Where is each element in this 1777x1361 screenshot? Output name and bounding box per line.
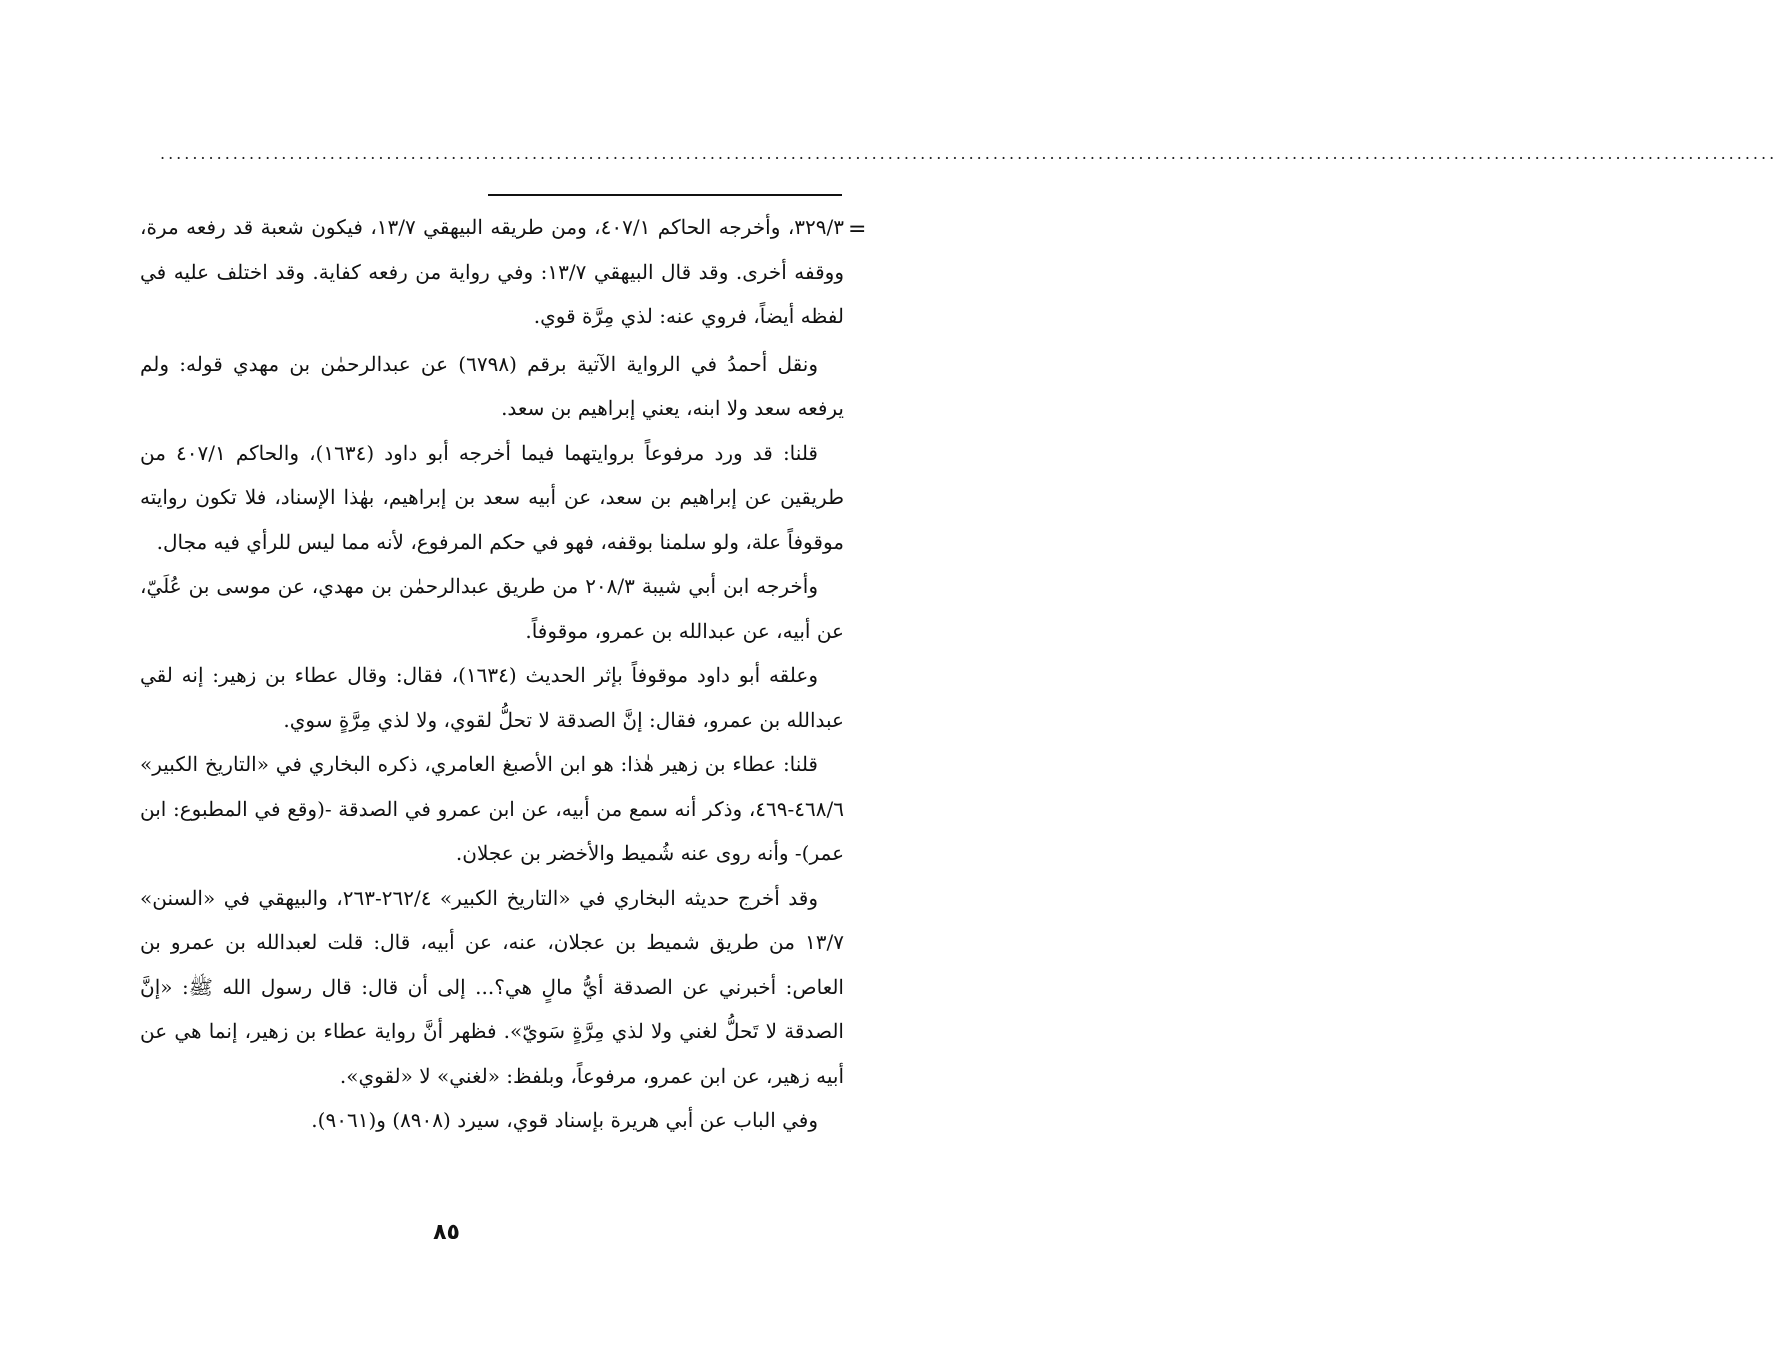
- footnote-paragraph: قلنا: قد ورد مرفوعاً بروايتهما فيما أخرجه أبو داود (١٦٣٤)، والحاكم ٤٠٧/١ من طريقين عن إبراهيم بن سعد، عن أبيه سعد بن إبراهيم، بهٰذا الإسناد، فلا تكون روايته موقوفاً علة، ولو سلمنا بوقفه، فهو في حكم المرفوع، لأنه مما ليس للرأي فيه مجال.: [140, 440, 844, 554]
- footnote-paragraph: وفي الباب عن أبي هريرة بإسناد قوي، سيرد (٨٩٠٨) و(٩٠٦١).: [311, 1108, 818, 1132]
- footnote-paragraph: ونقل أحمدُ في الرواية الآتية برقم (٦٧٩٨) عن عبدالرحمٰن بن مهدي قوله: ولم يرفعه سعد ولا ابنه، يعني إبراهيم بن سعد.: [140, 351, 844, 420]
- footnote-paragraph: وقد أخرج حديثه البخاري في «التاريخ الكبير» ٢٦٢/٤-٢٦٣، والبيهقي في «السنن» ١٣/٧ من طريق شميط بن عجلان، عنه، عن أبيه، قال: قلت لعبدالله بن عمرو بن العاص: أخبرني عن الصدقة أيُّ مالٍ هي؟... إلى أن قال: قال رسول الله ﷺ: «إنَّ الصدقة لا تَحلُّ لغني ولا لذي مِرَّةٍ سَويّ». فظهر أنَّ رواية عطاء بن زهير، إنما هي عن أبيه زهير، عن ابن عمرو، مرفوعاً، وبلفظ: «لغني» لا «لقوي».: [140, 885, 844, 1088]
- footnote-rule: [488, 194, 842, 196]
- footnote-paragraph: قلنا: عطاء بن زهير هٰذا: هو ابن الأصبغ العامري، ذكره البخاري في «التاريخ الكبير» ٤٦٨/٦-٤٦٩، وذكر أنه سمع من أبيه، عن ابن عمرو في الصدقة -(وقع في المطبوع: ابن عمر)- وأنه روى عنه شُميط والأخضر بن عجلان.: [140, 752, 844, 865]
- footnote-paragraph: وأخرجه ابن أبي شيبة ٢٠٨/٣ من طريق عبدالرحمٰن بن مهدي، عن موسى بن عُلَيّ، عن أبيه، عن عبدالله بن عمرو، موقوفاً.: [140, 574, 844, 643]
- footnote-text: [140, 205, 844, 1143]
- continuation-marker: =: [848, 217, 867, 242]
- footnote-paragraph: ٣٢٩/٣، وأخرجه الحاكم ٤٠٧/١، ومن طريقه البيهقي ١٣/٧، فيكون شعبة قد رفعه مرة، ووقفه أخرى. وقد قال البيهقي ١٣/٧: وفي رواية من رفعه كفاية. وقد اختلف عليه في لفظه أيضاً، فروي عنه: لذي مِرَّة قوي.: [140, 215, 844, 328]
- top-dotted-separator: ........................................................................................................................................................................................................: [160, 144, 1777, 163]
- footnote-paragraph: وعلقه أبو داود موقوفاً بإثر الحديث (١٦٣٤)، فقال: وقال عطاء بن زهير: إنه لقي عبدالله بن عمرو، فقال: إنَّ الصدقة لا تحلُّ لقوي، ولا لذي مِرَّةٍ سوي.: [140, 663, 844, 732]
- page-number: ٨٥: [433, 1220, 460, 1245]
